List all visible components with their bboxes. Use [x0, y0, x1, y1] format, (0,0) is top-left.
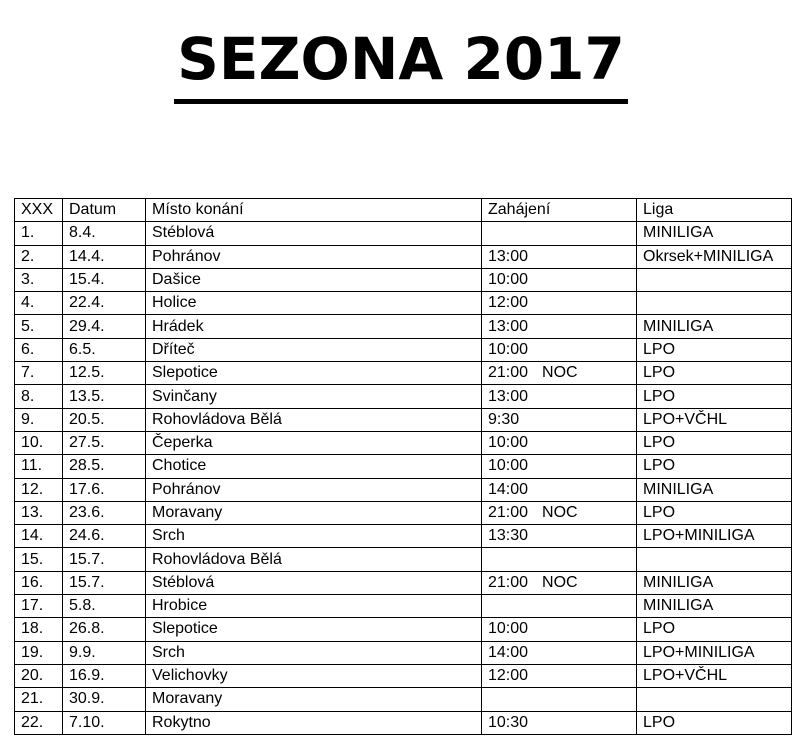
cell-start [482, 338, 637, 361]
start-time: 14:00 [488, 643, 529, 661]
cell-place: Rohovládova Bělá [146, 408, 482, 431]
cell-start [482, 292, 637, 315]
cell-number: 3. [15, 268, 63, 291]
table-row [15, 501, 792, 524]
start-time: 10:00 [488, 434, 529, 452]
start-time: 21:00 [488, 573, 529, 591]
cell-place: Svinčany [146, 385, 482, 408]
cell-date: 7.10. [63, 711, 146, 734]
cell-place: Čeperka [146, 431, 482, 454]
start-time: 14:00 [488, 480, 529, 498]
cell-date: 5.8. [63, 595, 146, 618]
cell-league: LPO+VČHL [637, 664, 792, 687]
cell-league: LPO [637, 362, 792, 385]
cell-number: 14. [15, 525, 63, 548]
cell-start [482, 501, 637, 524]
cell-place: Holice [146, 292, 482, 315]
cell-league: LPO [637, 338, 792, 361]
night-note: NOC [542, 573, 578, 591]
cell-start [482, 525, 637, 548]
cell-start [482, 664, 637, 687]
cell-number: 6. [15, 338, 63, 361]
cell-league [637, 292, 792, 315]
cell-league: MINILIGA [637, 222, 792, 245]
start-time: 9:30 [488, 410, 520, 428]
cell-date: 6.5. [63, 338, 146, 361]
table-row [15, 548, 792, 571]
cell-place: Pohránov [146, 478, 482, 501]
start-time: 12:00 [488, 294, 529, 312]
cell-number: 1. [15, 222, 63, 245]
table-row [15, 455, 792, 478]
table-row [15, 688, 792, 711]
cell-start [482, 385, 637, 408]
cell-number: 16. [15, 571, 63, 594]
cell-start [482, 431, 637, 454]
table-row [15, 222, 792, 245]
cell-start [482, 362, 637, 385]
cell-start [482, 711, 637, 734]
cell-date: 17.6. [63, 478, 146, 501]
cell-date: 15.4. [63, 268, 146, 291]
cell-league [637, 268, 792, 291]
start-time: 10:00 [488, 340, 529, 358]
cell-league: LPO+VČHL [637, 408, 792, 431]
cell-league: LPO [637, 385, 792, 408]
column-header-place: Místo konání [146, 199, 482, 222]
page-title-text: SEZONA 2017 [174, 19, 628, 104]
page-title [0, 16, 802, 104]
table-row [15, 525, 792, 548]
start-time: 10:00 [488, 620, 529, 638]
cell-date: 27.5. [63, 431, 146, 454]
cell-date: 8.4. [63, 222, 146, 245]
cell-date: 20.5. [63, 408, 146, 431]
start-time: 10:30 [488, 713, 529, 731]
cell-place: Moravany [146, 688, 482, 711]
cell-date: 9.9. [63, 641, 146, 664]
cell-league [637, 548, 792, 571]
cell-start [482, 478, 637, 501]
table-row [15, 641, 792, 664]
cell-start [482, 315, 637, 338]
table-row [15, 595, 792, 618]
cell-number: 2. [15, 245, 63, 268]
cell-place: Pohránov [146, 245, 482, 268]
cell-start [482, 268, 637, 291]
cell-number: 7. [15, 362, 63, 385]
cell-number: 19. [15, 641, 63, 664]
cell-number: 11. [15, 455, 63, 478]
cell-place: Slepotice [146, 618, 482, 641]
table-row [15, 618, 792, 641]
cell-league: MINILIGA [637, 571, 792, 594]
column-header-number: XXX [15, 199, 63, 222]
cell-place: Stéblová [146, 222, 482, 245]
cell-date: 22.4. [63, 292, 146, 315]
table-row [15, 711, 792, 734]
cell-number: 13. [15, 501, 63, 524]
cell-league: LPO [637, 618, 792, 641]
column-header-league: Liga [637, 199, 792, 222]
cell-start [482, 408, 637, 431]
table-row [15, 664, 792, 687]
column-header-start: Zahájení [482, 199, 637, 222]
table-row [15, 315, 792, 338]
cell-start [482, 548, 637, 571]
cell-date: 26.8. [63, 618, 146, 641]
column-header-date: Datum [63, 199, 146, 222]
cell-league: Okrsek+MINILIGA [637, 245, 792, 268]
cell-number: 18. [15, 618, 63, 641]
cell-league: LPO [637, 455, 792, 478]
cell-date: 14.4. [63, 245, 146, 268]
cell-date: 15.7. [63, 571, 146, 594]
cell-start [482, 455, 637, 478]
schedule-table [14, 198, 792, 735]
table-row [15, 478, 792, 501]
cell-number: 12. [15, 478, 63, 501]
cell-date: 28.5. [63, 455, 146, 478]
table-row [15, 362, 792, 385]
table-row [15, 385, 792, 408]
cell-number: 8. [15, 385, 63, 408]
table-header-row [15, 199, 792, 222]
cell-place: Stéblová [146, 571, 482, 594]
cell-place: Hrobice [146, 595, 482, 618]
start-time: 13:00 [488, 247, 529, 265]
cell-league: MINILIGA [637, 595, 792, 618]
cell-start [482, 245, 637, 268]
cell-league: MINILIGA [637, 478, 792, 501]
table-row [15, 408, 792, 431]
table-row [15, 338, 792, 361]
cell-start [482, 641, 637, 664]
cell-start [482, 595, 637, 618]
cell-league: LPO+MINILIGA [637, 525, 792, 548]
cell-number: 4. [15, 292, 63, 315]
cell-date: 12.5. [63, 362, 146, 385]
cell-date: 16.9. [63, 664, 146, 687]
cell-place: Dašice [146, 268, 482, 291]
start-time: 13:00 [488, 387, 529, 405]
cell-date: 24.6. [63, 525, 146, 548]
cell-date: 15.7. [63, 548, 146, 571]
schedule-rows [15, 222, 792, 735]
cell-place: Srch [146, 641, 482, 664]
cell-date: 23.6. [63, 501, 146, 524]
cell-date: 29.4. [63, 315, 146, 338]
cell-league: MINILIGA [637, 315, 792, 338]
start-time: 10:00 [488, 271, 529, 289]
cell-place: Rokytno [146, 711, 482, 734]
cell-number: 15. [15, 548, 63, 571]
cell-place: Hrádek [146, 315, 482, 338]
night-note: NOC [542, 364, 578, 382]
cell-league: LPO+MINILIGA [637, 641, 792, 664]
cell-place: Slepotice [146, 362, 482, 385]
cell-start [482, 222, 637, 245]
cell-place: Chotice [146, 455, 482, 478]
table-row [15, 245, 792, 268]
cell-league: LPO [637, 501, 792, 524]
cell-place: Velichovky [146, 664, 482, 687]
cell-number: 20. [15, 664, 63, 687]
table-row [15, 268, 792, 291]
cell-start [482, 571, 637, 594]
cell-number: 9. [15, 408, 63, 431]
cell-place: Srch [146, 525, 482, 548]
table-row [15, 292, 792, 315]
start-time: 10:00 [488, 457, 529, 475]
start-time: 13:30 [488, 527, 529, 545]
cell-place: Rohovládova Bělá [146, 548, 482, 571]
night-note: NOC [542, 504, 578, 521]
cell-league: LPO [637, 431, 792, 454]
cell-date: 30.9. [63, 688, 146, 711]
cell-place: Dříteč [146, 338, 482, 361]
start-time: 12:00 [488, 667, 529, 685]
start-time: 13:00 [488, 317, 529, 335]
cell-number: 21. [15, 688, 63, 711]
cell-start [482, 688, 637, 711]
cell-league: LPO [637, 711, 792, 734]
cell-number: 22. [15, 711, 63, 734]
cell-number: 5. [15, 315, 63, 338]
start-time: 21:00 [488, 504, 529, 521]
cell-date: 13.5. [63, 385, 146, 408]
cell-start [482, 618, 637, 641]
cell-number: 10. [15, 431, 63, 454]
start-time: 21:00 [488, 364, 529, 382]
table-row [15, 571, 792, 594]
table-row [15, 431, 792, 454]
cell-league [637, 688, 792, 711]
cell-number: 17. [15, 595, 63, 618]
cell-place: Moravany [146, 501, 482, 524]
